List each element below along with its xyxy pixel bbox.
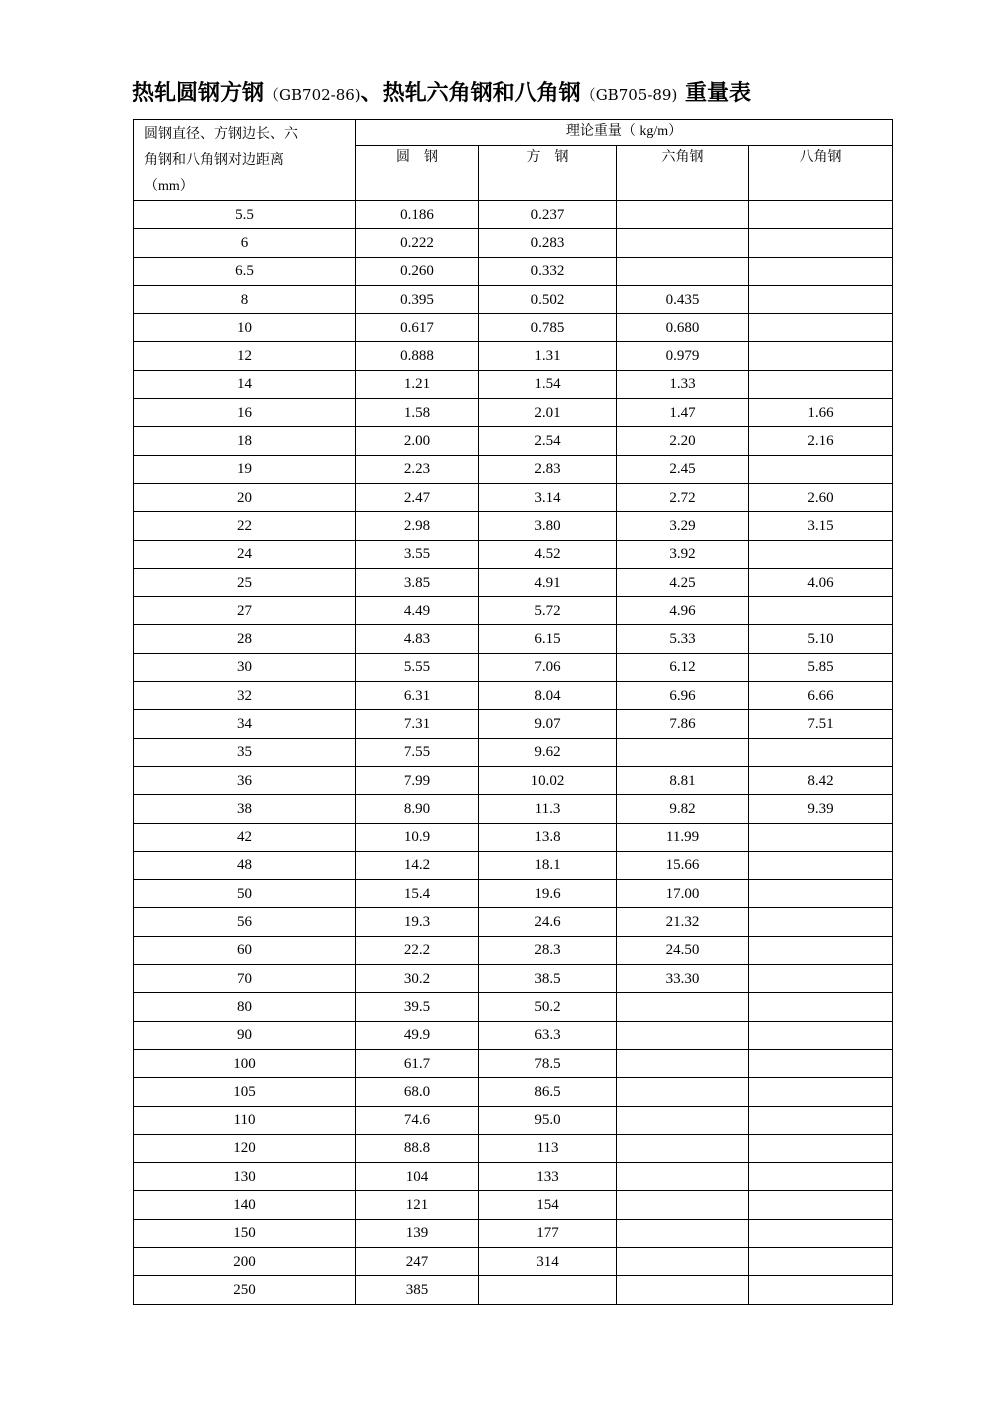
square-weight-cell: 2.54: [479, 427, 617, 455]
hexagonal-weight-cell: 7.86: [617, 710, 749, 738]
square-weight-cell: 4.91: [479, 568, 617, 596]
size-cell: 105: [134, 1078, 356, 1106]
size-cell: 80: [134, 993, 356, 1021]
size-cell: 110: [134, 1106, 356, 1134]
size-cell: 250: [134, 1276, 356, 1304]
hexagonal-weight-cell: [617, 1163, 749, 1191]
hexagonal-weight-cell: 4.96: [617, 597, 749, 625]
hexagonal-weight-cell: 3.29: [617, 512, 749, 540]
size-cell: 25: [134, 568, 356, 596]
round-weight-cell: 61.7: [356, 1049, 479, 1077]
table-row: [134, 1163, 893, 1191]
round-weight-cell: 1.21: [356, 370, 479, 398]
octagonal-weight-cell: [749, 823, 893, 851]
size-cell: 16: [134, 399, 356, 427]
round-weight-cell: 4.49: [356, 597, 479, 625]
table-row: [134, 1078, 893, 1106]
table-row: [134, 965, 893, 993]
table-row: [134, 1049, 893, 1077]
table-row: [134, 455, 893, 483]
square-weight-cell: 10.02: [479, 766, 617, 794]
page-title: [132, 76, 912, 107]
table-row: [134, 370, 893, 398]
octagonal-weight-cell: 2.16: [749, 427, 893, 455]
octagonal-weight-cell: [749, 455, 893, 483]
hexagonal-weight-cell: 0.979: [617, 342, 749, 370]
octagonal-weight-cell: [749, 540, 893, 568]
octagonal-weight-cell: [749, 1049, 893, 1077]
hexagonal-steel-header: 六角钢: [617, 145, 749, 200]
table-row: [134, 314, 893, 342]
octagonal-weight-cell: [749, 370, 893, 398]
square-weight-cell: 38.5: [479, 965, 617, 993]
square-weight-cell: 86.5: [479, 1078, 617, 1106]
hexagonal-weight-cell: [617, 229, 749, 257]
table-row: [134, 993, 893, 1021]
hexagonal-weight-cell: 17.00: [617, 880, 749, 908]
table-row: [134, 1191, 893, 1219]
hexagonal-weight-cell: 9.82: [617, 795, 749, 823]
table-row: [134, 568, 893, 596]
size-cell: 24: [134, 540, 356, 568]
table-row: [134, 851, 893, 879]
square-weight-cell: 0.502: [479, 285, 617, 313]
size-cell: 90: [134, 1021, 356, 1049]
square-weight-cell: 5.72: [479, 597, 617, 625]
size-cell: 200: [134, 1247, 356, 1275]
square-weight-cell: 177: [479, 1219, 617, 1247]
hexagonal-weight-cell: 21.32: [617, 908, 749, 936]
octagonal-weight-cell: [749, 597, 893, 625]
round-weight-cell: 2.00: [356, 427, 479, 455]
table-row: [134, 540, 893, 568]
hexagonal-weight-cell: [617, 993, 749, 1021]
square-weight-cell: 3.14: [479, 483, 617, 511]
square-weight-cell: 19.6: [479, 880, 617, 908]
hexagonal-weight-cell: 8.81: [617, 766, 749, 794]
hexagonal-weight-cell: 6.12: [617, 653, 749, 681]
round-weight-cell: 0.260: [356, 257, 479, 285]
hexagonal-weight-cell: [617, 1247, 749, 1275]
octagonal-weight-cell: [749, 993, 893, 1021]
round-weight-cell: 0.186: [356, 201, 479, 229]
square-weight-cell: 2.01: [479, 399, 617, 427]
table-row: [134, 682, 893, 710]
octagonal-weight-cell: 5.85: [749, 653, 893, 681]
square-weight-cell: 0.283: [479, 229, 617, 257]
round-weight-cell: 3.85: [356, 568, 479, 596]
round-weight-cell: 7.99: [356, 766, 479, 794]
size-cell: 120: [134, 1134, 356, 1162]
round-weight-cell: 88.8: [356, 1134, 479, 1162]
weight-table: [133, 119, 893, 1305]
table-row: [134, 1247, 893, 1275]
octagonal-weight-cell: [749, 1276, 893, 1304]
table-row: [134, 285, 893, 313]
size-cell: 38: [134, 795, 356, 823]
size-cell: 22: [134, 512, 356, 540]
round-weight-cell: 19.3: [356, 908, 479, 936]
octagonal-weight-cell: [749, 936, 893, 964]
size-cell: 35: [134, 738, 356, 766]
size-cell: 140: [134, 1191, 356, 1219]
octagonal-steel-header: 八角钢: [749, 145, 893, 200]
size-cell: 42: [134, 823, 356, 851]
size-cell: 30: [134, 653, 356, 681]
square-weight-cell: 6.15: [479, 625, 617, 653]
size-cell: 150: [134, 1219, 356, 1247]
round-weight-cell: 2.23: [356, 455, 479, 483]
square-steel-header: 方 钢: [479, 145, 617, 200]
round-weight-cell: 1.58: [356, 399, 479, 427]
table-row: [134, 483, 893, 511]
square-weight-cell: 18.1: [479, 851, 617, 879]
title-part-3: 重量表: [677, 80, 752, 106]
table-row: [134, 823, 893, 851]
octagonal-weight-cell: [749, 257, 893, 285]
title-standard-2: （GB705-89): [580, 86, 678, 104]
hexagonal-weight-cell: 0.435: [617, 285, 749, 313]
size-cell: 6.5: [134, 257, 356, 285]
octagonal-weight-cell: [749, 1106, 893, 1134]
square-weight-cell: [479, 1276, 617, 1304]
size-cell: 60: [134, 936, 356, 964]
round-weight-cell: 3.55: [356, 540, 479, 568]
size-cell: 50: [134, 880, 356, 908]
table-row: [134, 710, 893, 738]
table-row: [134, 795, 893, 823]
round-weight-cell: 30.2: [356, 965, 479, 993]
octagonal-weight-cell: [749, 908, 893, 936]
octagonal-weight-cell: [749, 1021, 893, 1049]
octagonal-weight-cell: [749, 342, 893, 370]
hexagonal-weight-cell: [617, 1021, 749, 1049]
round-weight-cell: 14.2: [356, 851, 479, 879]
round-weight-cell: 74.6: [356, 1106, 479, 1134]
table-row: [134, 1134, 893, 1162]
hexagonal-weight-cell: 1.33: [617, 370, 749, 398]
square-weight-cell: 0.237: [479, 201, 617, 229]
theoretical-weight-header: 理论重量（ kg/m）: [356, 120, 893, 146]
title-part-1: 热轧圆钢方钢: [132, 80, 265, 106]
square-weight-cell: 2.83: [479, 455, 617, 483]
hexagonal-weight-cell: 15.66: [617, 851, 749, 879]
table-row: [134, 201, 893, 229]
square-weight-cell: 95.0: [479, 1106, 617, 1134]
size-header-line-3: （mm）: [144, 179, 194, 194]
octagonal-weight-cell: [749, 201, 893, 229]
octagonal-weight-cell: [749, 314, 893, 342]
hexagonal-weight-cell: [617, 1049, 749, 1077]
round-weight-cell: 39.5: [356, 993, 479, 1021]
size-cell: 32: [134, 682, 356, 710]
size-header-line-1: 圆钢直径、方钢边长、六: [144, 127, 298, 142]
square-weight-cell: 78.5: [479, 1049, 617, 1077]
square-weight-cell: 1.54: [479, 370, 617, 398]
table-row: [134, 427, 893, 455]
size-cell: 48: [134, 851, 356, 879]
header-row-group: [134, 120, 893, 146]
round-weight-cell: 6.31: [356, 682, 479, 710]
square-weight-cell: 24.6: [479, 908, 617, 936]
octagonal-weight-cell: [749, 1078, 893, 1106]
round-weight-cell: 104: [356, 1163, 479, 1191]
square-weight-cell: 50.2: [479, 993, 617, 1021]
size-column-header: [134, 120, 356, 201]
round-weight-cell: 2.98: [356, 512, 479, 540]
octagonal-weight-cell: 3.15: [749, 512, 893, 540]
size-cell: 8: [134, 285, 356, 313]
octagonal-weight-cell: 8.42: [749, 766, 893, 794]
hexagonal-weight-cell: [617, 738, 749, 766]
round-weight-cell: 7.31: [356, 710, 479, 738]
hexagonal-weight-cell: 4.25: [617, 568, 749, 596]
size-cell: 6: [134, 229, 356, 257]
round-weight-cell: 49.9: [356, 1021, 479, 1049]
size-cell: 36: [134, 766, 356, 794]
hexagonal-weight-cell: [617, 201, 749, 229]
hexagonal-weight-cell: [617, 1219, 749, 1247]
square-weight-cell: 133: [479, 1163, 617, 1191]
round-weight-cell: 5.55: [356, 653, 479, 681]
round-steel-header: 圆 钢: [356, 145, 479, 200]
table-row: [134, 1276, 893, 1304]
round-weight-cell: 139: [356, 1219, 479, 1247]
table-row: [134, 257, 893, 285]
round-weight-cell: 7.55: [356, 738, 479, 766]
table-row: [134, 880, 893, 908]
table-row: [134, 512, 893, 540]
hexagonal-weight-cell: 11.99: [617, 823, 749, 851]
table-row: [134, 1106, 893, 1134]
square-weight-cell: 63.3: [479, 1021, 617, 1049]
size-cell: 10: [134, 314, 356, 342]
hexagonal-weight-cell: 1.47: [617, 399, 749, 427]
square-weight-cell: 9.07: [479, 710, 617, 738]
table-row: [134, 766, 893, 794]
size-cell: 14: [134, 370, 356, 398]
hexagonal-weight-cell: 6.96: [617, 682, 749, 710]
size-cell: 70: [134, 965, 356, 993]
square-weight-cell: 13.8: [479, 823, 617, 851]
square-weight-cell: 1.31: [479, 342, 617, 370]
size-cell: 56: [134, 908, 356, 936]
octagonal-weight-cell: [749, 1247, 893, 1275]
octagonal-weight-cell: [749, 1191, 893, 1219]
octagonal-weight-cell: 5.10: [749, 625, 893, 653]
table-row: [134, 1219, 893, 1247]
round-weight-cell: 0.395: [356, 285, 479, 313]
size-header-line-2: 角钢和八角钢对边距离: [144, 153, 284, 168]
square-weight-cell: 11.3: [479, 795, 617, 823]
square-weight-cell: 9.62: [479, 738, 617, 766]
table-row: [134, 908, 893, 936]
size-cell: 5.5: [134, 201, 356, 229]
octagonal-weight-cell: [749, 738, 893, 766]
octagonal-weight-cell: [749, 1134, 893, 1162]
table-row: [134, 597, 893, 625]
octagonal-weight-cell: 6.66: [749, 682, 893, 710]
square-weight-cell: 113: [479, 1134, 617, 1162]
size-cell: 18: [134, 427, 356, 455]
hexagonal-weight-cell: 0.680: [617, 314, 749, 342]
octagonal-weight-cell: 7.51: [749, 710, 893, 738]
size-cell: 34: [134, 710, 356, 738]
hexagonal-weight-cell: 2.20: [617, 427, 749, 455]
square-weight-cell: 0.332: [479, 257, 617, 285]
octagonal-weight-cell: [749, 851, 893, 879]
round-weight-cell: 22.2: [356, 936, 479, 964]
round-weight-cell: 0.222: [356, 229, 479, 257]
square-weight-cell: 8.04: [479, 682, 617, 710]
table-row: [134, 229, 893, 257]
octagonal-weight-cell: [749, 880, 893, 908]
octagonal-weight-cell: [749, 229, 893, 257]
round-weight-cell: 68.0: [356, 1078, 479, 1106]
table-row: [134, 738, 893, 766]
round-weight-cell: 10.9: [356, 823, 479, 851]
square-weight-cell: 0.785: [479, 314, 617, 342]
round-weight-cell: 8.90: [356, 795, 479, 823]
title-standard-1: （GB702-86): [264, 86, 361, 104]
round-weight-cell: 15.4: [356, 880, 479, 908]
octagonal-weight-cell: 2.60: [749, 483, 893, 511]
hexagonal-weight-cell: 5.33: [617, 625, 749, 653]
octagonal-weight-cell: [749, 965, 893, 993]
round-weight-cell: 4.83: [356, 625, 479, 653]
table-body: [134, 201, 893, 1305]
square-weight-cell: 28.3: [479, 936, 617, 964]
hexagonal-weight-cell: 24.50: [617, 936, 749, 964]
size-cell: 20: [134, 483, 356, 511]
hexagonal-weight-cell: [617, 1078, 749, 1106]
round-weight-cell: 0.888: [356, 342, 479, 370]
round-weight-cell: 121: [356, 1191, 479, 1219]
square-weight-cell: 4.52: [479, 540, 617, 568]
square-weight-cell: 7.06: [479, 653, 617, 681]
octagonal-weight-cell: [749, 1163, 893, 1191]
size-cell: 19: [134, 455, 356, 483]
size-cell: 12: [134, 342, 356, 370]
table-row: [134, 1021, 893, 1049]
round-weight-cell: 0.617: [356, 314, 479, 342]
octagonal-weight-cell: [749, 1219, 893, 1247]
size-cell: 28: [134, 625, 356, 653]
octagonal-weight-cell: 4.06: [749, 568, 893, 596]
size-cell: 27: [134, 597, 356, 625]
hexagonal-weight-cell: [617, 1134, 749, 1162]
size-cell: 130: [134, 1163, 356, 1191]
table-row: [134, 342, 893, 370]
title-part-2: 、热轧六角钢和八角钢: [360, 80, 581, 106]
table-row: [134, 625, 893, 653]
table-row: [134, 653, 893, 681]
hexagonal-weight-cell: 2.45: [617, 455, 749, 483]
hexagonal-weight-cell: 33.30: [617, 965, 749, 993]
round-weight-cell: 247: [356, 1247, 479, 1275]
table-row: [134, 936, 893, 964]
hexagonal-weight-cell: [617, 1106, 749, 1134]
size-cell: 100: [134, 1049, 356, 1077]
hexagonal-weight-cell: [617, 1276, 749, 1304]
hexagonal-weight-cell: 3.92: [617, 540, 749, 568]
octagonal-weight-cell: 9.39: [749, 795, 893, 823]
square-weight-cell: 154: [479, 1191, 617, 1219]
round-weight-cell: 2.47: [356, 483, 479, 511]
hexagonal-weight-cell: 2.72: [617, 483, 749, 511]
table-row: [134, 399, 893, 427]
octagonal-weight-cell: 1.66: [749, 399, 893, 427]
square-weight-cell: 314: [479, 1247, 617, 1275]
hexagonal-weight-cell: [617, 1191, 749, 1219]
round-weight-cell: 385: [356, 1276, 479, 1304]
hexagonal-weight-cell: [617, 257, 749, 285]
square-weight-cell: 3.80: [479, 512, 617, 540]
octagonal-weight-cell: [749, 285, 893, 313]
